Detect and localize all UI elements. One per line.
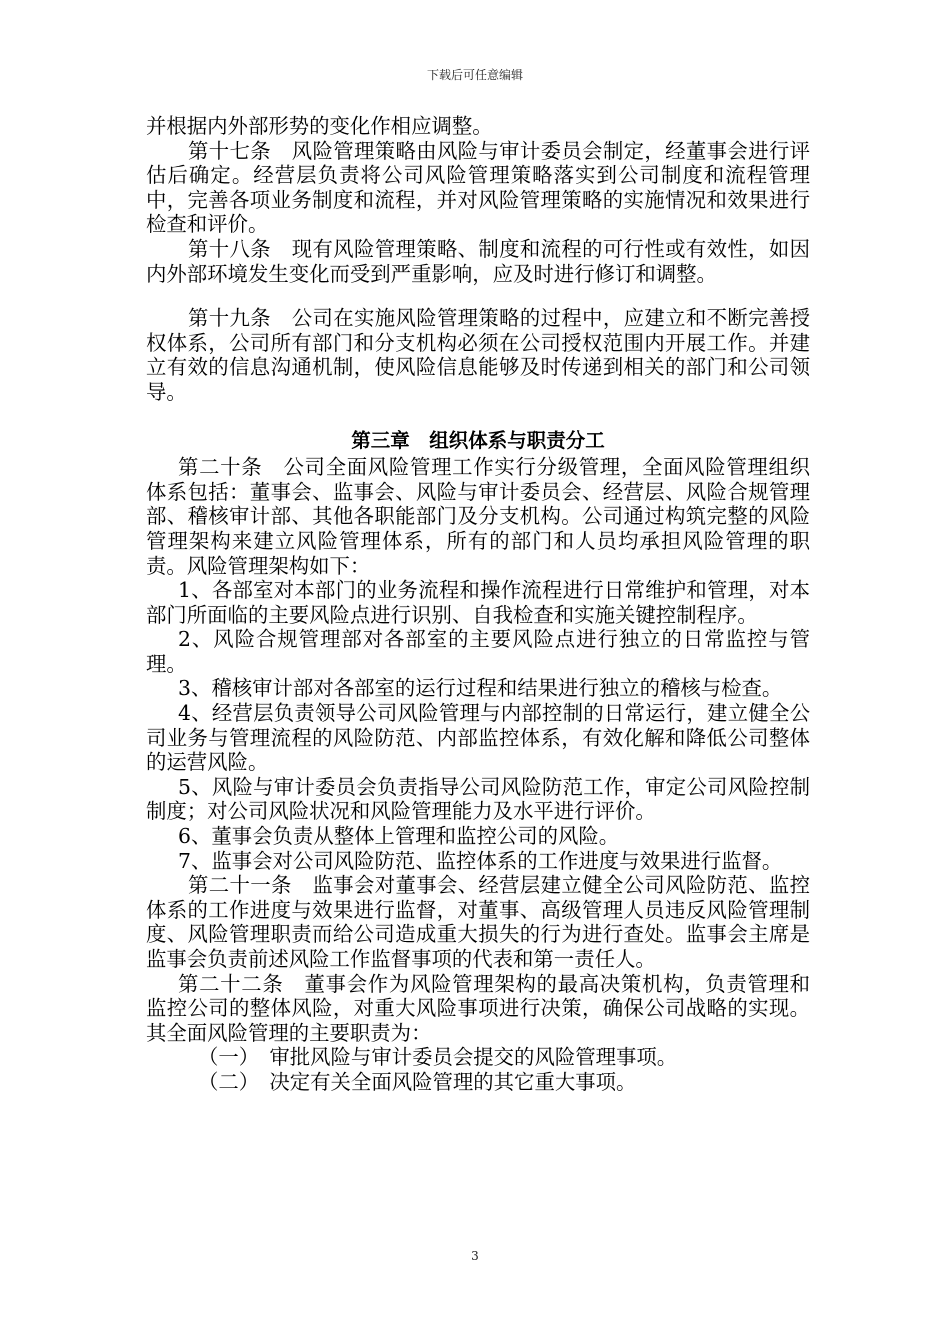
duty-item-1: （一） 审批风险与审计委员会提交的风险管理事项。 [198,1045,678,1070]
list-item-7: 7、监事会对公司风险防范、监控体系的工作进度与效果进行监督。 [178,848,783,873]
article-22: 第二十二条 董事会作为风险管理架构的最高决策机构，负责管理和监控公司的整体风险，对重大风险事项进行决策，确保公司战略的实现。其全面风险管理的主要职责为： [146,971,810,1045]
list-item-4: 4、经营层负责领导公司风险管理与内部控制的日常运行，建立健全公司业务与管理流程的风险防范、内部监控体系，有效化解和降低公司整体的运营风险。 [146,701,810,775]
article-21: 第二十一条 监事会对董事会、经营层建立健全公司风险防范、监控体系的工作进度与效果进行监督，对董事、高级管理人员违反风险管理制度、风险管理职责而给公司造成重大损失的行为进行查处。监事会主席是监事会负责前述风险工作监督事项的代表和第一责任人。 [146,873,810,971]
page-header: 下载后可任意编辑 [426,68,523,82]
chapter-title: 第三章 组织体系与职责分工 [351,428,605,452]
list-item-6: 6、董事会负责从整体上管理和监控公司的风险。 [178,824,620,849]
list-item-5: 5、风险与审计委员会负责指导公司风险防范工作，审定公司风险控制制度；对公司风险状况和风险管理能力及水平进行评价。 [146,774,810,824]
list-item-3: 3、稽核审计部对各部室的运行过程和结果进行独立的稽核与检查。 [178,676,783,701]
article-18: 第十八条 现有风险管理策略、制度和流程的可行性或有效性，如因内外部环境发生变化而受到严重影响，应及时进行修订和调整。 [146,236,810,286]
duty-item-2: （二） 决定有关全面风险管理的其它重大事项。 [198,1069,637,1094]
article-19: 第十九条 公司在实施风险管理策略的过程中，应建立和不断完善授权体系，公司所有部门和分支机构必须在公司授权范围内开展工作。并建立有效的信息沟通机制，使风险信息能够及时传递到相关的部门和公司领导。 [146,306,810,404]
list-item-1: 1、各部室对本部门的业务流程和操作流程进行日常维护和管理，对本部门所面临的主要风险点进行识别、自我检查和实施关键控制程序。 [146,578,810,627]
page-number: 3 [471,1249,479,1263]
article-20: 第二十条 公司全面风险管理工作实行分级管理，全面风险管理组织体系包括：董事会、监事会、风险与审计委员会、经营层、风险合规管理部、稽核审计部、其他各职能部门及分支机构。公司通过构筑完整的风险管理架构来建立风险管理体系，所有的部门和人员均承担风险管理的职责。风险管理架构如下： [146,455,810,578]
paragraph-continuation: 并根据内外部形势的变化作相应调整。 [146,114,493,138]
list-item-2: 2、风险合规管理部对各部室的主要风险点进行独立的日常监控与管理。 [146,627,810,676]
document-body [146,114,810,1095]
article-17: 第十七条 风险管理策略由风险与审计委员会制定，经董事会进行评估后确定。经营层负责将公司风险管理策略落实到公司制度和流程管理中，完善各项业务制度和流程，并对风险管理策略的实施情况和效果进行检查和评价。 [146,138,810,237]
